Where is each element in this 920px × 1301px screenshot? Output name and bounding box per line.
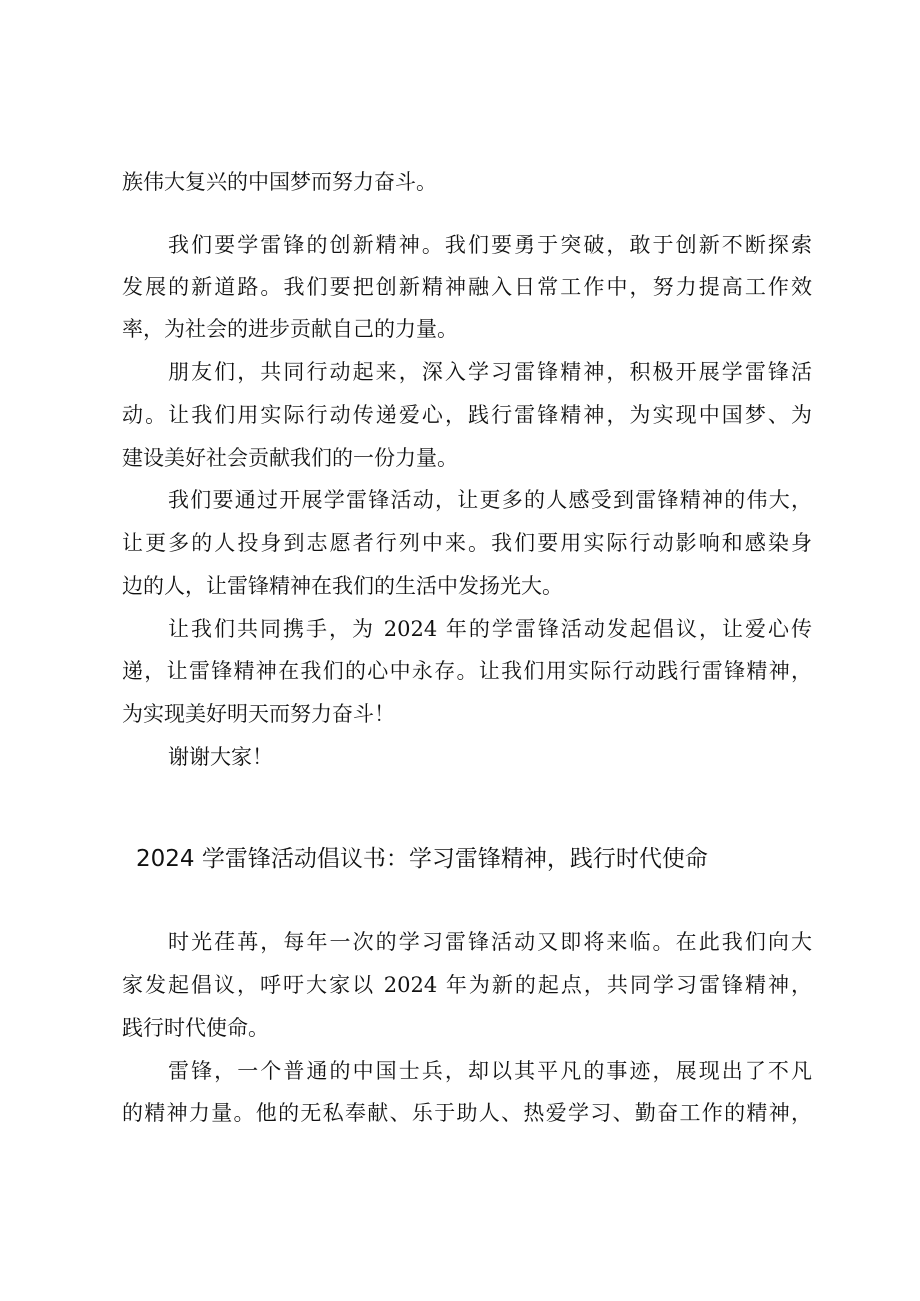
- paragraph-line: 我们要通过开展学雷锋活动，让更多的人感受到雷锋精神的伟大，: [168, 488, 812, 512]
- paragraph-line: 率，为社会的进步贡献自己的力量。: [122, 317, 458, 341]
- paragraph-line: 为实现美好明天而努力奋斗！: [122, 702, 395, 726]
- paragraph-line: 边的人，让雷锋精神在我们的生活中发扬光大。: [122, 574, 563, 598]
- paragraph-line: 朋友们，共同行动起来，深入学习雷锋精神，积极开展学雷锋活: [168, 360, 812, 384]
- closing-line: 谢谢大家！: [168, 745, 273, 769]
- paragraph-line: 我们要学雷锋的创新精神。我们要勇于突破，敢于创新不断探索: [168, 233, 812, 257]
- paragraph-line: 的精神力量。他的无私奉献、乐于助人、热爱学习、勤奋工作的精神，: [122, 1101, 812, 1125]
- paragraph-line: 家发起倡议，呼吁大家以 2024 年为新的起点，共同学习雷锋精神，: [122, 973, 812, 997]
- paragraph-line: 递，让雷锋精神在我们的心中永存。让我们用实际行动践行雷锋精神，: [122, 659, 812, 683]
- paragraph-line: 雷锋，一个普通的中国士兵，却以其平凡的事迹，展现出了不凡: [168, 1059, 812, 1083]
- paragraph-line: 让更多的人投身到志愿者行列中来。我们要用实际行动影响和感染身: [122, 531, 812, 555]
- paragraph-line: 族伟大复兴的中国梦而努力奋斗。: [122, 170, 437, 194]
- paragraph-line: 践行时代使命。: [122, 1016, 269, 1040]
- paragraph-line: 动。让我们用实际行动传递爱心，践行雷锋精神，为实现中国梦、为: [122, 403, 812, 427]
- section-heading: 2024 学雷锋活动倡议书：学习雷锋精神，践行时代使命: [136, 846, 708, 872]
- paragraph-line: 让我们共同携手，为 2024 年的学雷锋活动发起倡议，让爱心传: [168, 617, 812, 641]
- paragraph-line: 发展的新道路。我们要把创新精神融入日常工作中，努力提高工作效: [122, 275, 812, 299]
- paragraph-line: 建设美好社会贡献我们的一份力量。: [122, 446, 458, 470]
- paragraph-line: 时光荏苒，每年一次的学习雷锋活动又即将来临。在此我们向大: [168, 930, 812, 954]
